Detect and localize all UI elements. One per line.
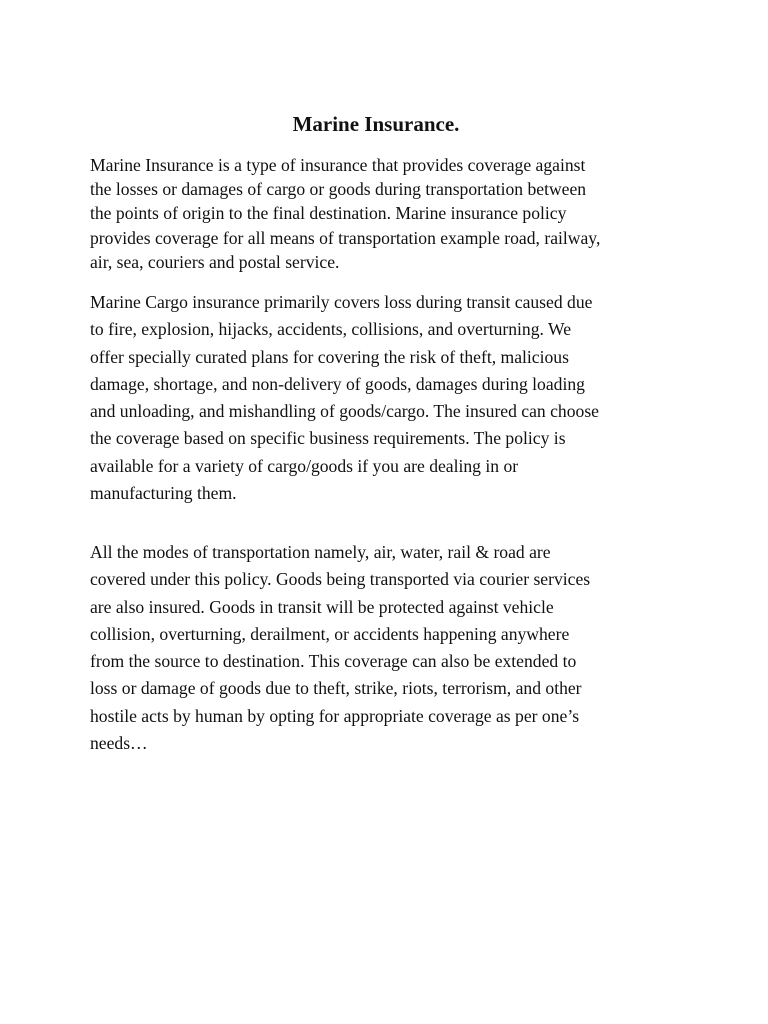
text-line: the coverage based on specific business requirements. The policy is bbox=[90, 428, 566, 449]
text-line: Marine Insurance is a type of insurance that provides coverage against bbox=[90, 155, 586, 175]
text-line: needs… bbox=[90, 733, 148, 754]
text-line: the points of origin to the final destination. Marine insurance policy bbox=[90, 203, 567, 224]
text-line: provides coverage for all means of transportation example road, railway, bbox=[90, 227, 601, 248]
text-line: offer specially curated plans for covering the risk of theft, malicious bbox=[90, 346, 569, 367]
paragraph-transport-modes bbox=[90, 539, 680, 757]
text-line: the losses or damages of cargo or goods during transportation between bbox=[90, 179, 587, 200]
text-line: Marine Cargo insurance primarily covers loss during transit caused due bbox=[90, 292, 593, 312]
text-line: to fire, explosion, hijacks, accidents, collisions, and overturning. We bbox=[90, 319, 572, 340]
text-line: manufacturing them. bbox=[90, 483, 237, 504]
text-line: covered under this policy. Goods being transported via courier services bbox=[90, 569, 591, 590]
text-line: loss or damage of goods due to theft, strike, riots, terrorism, and other bbox=[90, 678, 582, 699]
text-line: from the source to destination. This coverage can also be extended to bbox=[90, 651, 577, 672]
document-title: Marine Insurance. bbox=[292, 112, 460, 136]
text-line: are also insured. Goods in transit will be protected against vehicle bbox=[90, 596, 554, 617]
text-line: All the modes of transportation namely, air, water, rail & road are bbox=[90, 542, 551, 562]
text-line: and unloading, and mishandling of goods/cargo. The insured can choose bbox=[90, 401, 599, 422]
text-line: air, sea, couriers and postal service. bbox=[90, 251, 340, 272]
text-line: available for a variety of cargo/goods if you are dealing in or bbox=[90, 455, 519, 476]
paragraph-definition bbox=[90, 153, 680, 274]
paragraph-cargo-coverage bbox=[90, 289, 680, 507]
text-line: collision, overturning, derailment, or accidents happening anywhere bbox=[90, 623, 570, 644]
text-line: hostile acts by human by opting for appropriate coverage as per one’s bbox=[90, 705, 580, 726]
text-line: damage, shortage, and non-delivery of goods, damages during loading bbox=[90, 373, 585, 394]
